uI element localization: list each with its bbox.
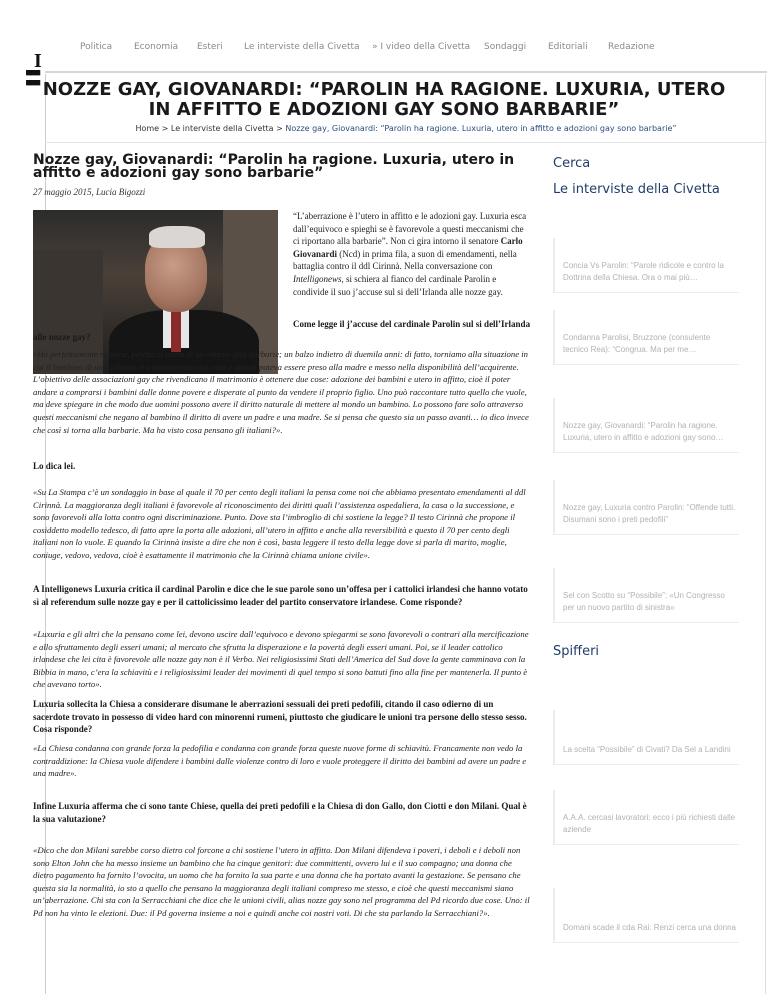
nav-item-sondaggi[interactable]: Sondaggi — [484, 42, 527, 52]
answer-5: «Dico che don Milani sarebbe corso dietro col forcone a chi sostiene l’utero in affitto. Don Milani difendeva i poveri, i deboli e i deboli non sono Elton John che ha messo insieme un bambino che ha cinque genitori: due committenti, ovvero lui e il suo compagno; una donna che dietro pagamento ha fornito l’ovocita, un uomo che ha fornito la sua parte e una donna che ha portato avanti la gestazione. Se pensano che questa sia la normalità, io sto a quello che pensano la maggioranza degli italiani compreso me stesso, e cioè che questi meccanismi siano un’aberrazione. Chi sta con la Serracchiani che dice che le unioni civili, alias nozze gay sono nel programma del Pd ricordo due cose. Uno: il Pd non ha vinto le elezioni. Due: il Pd governa insieme a noi e quindi anche coi nostri voti. Di che sta parlando la Serracchiani?». — [33, 845, 530, 918]
spifferi-item-title[interactable]: A.A.A. cercasi lavoratori: ecco i più richiesti dalle aziende — [563, 813, 736, 834]
nav-item-politica[interactable]: Politica — [80, 42, 113, 52]
question-5: Infine Luxuria afferma che ci sono tante Chiese, quella dei preti pedofili e la Chiesa di don Gallo, don Ciotti e don Milani. Qual è la sua valutazione? — [33, 801, 527, 824]
nav-item-esteri[interactable]: Esteri — [197, 42, 223, 52]
interview-item-title[interactable]: Concia Vs Parolin: “Parole ridicole e contro la Dottrina della Chiesa. Ora o mai più… — [563, 261, 724, 282]
spifferi-item[interactable] — [553, 710, 739, 765]
interview-item[interactable] — [553, 238, 739, 293]
logo-dots: ■■■ ■■■ — [26, 68, 40, 88]
intro-text-3: si schiera al fianco del cardinale Parolin e condivide il suo j’accuse sul si dell’Irlanda alle nozze gay. — [293, 273, 503, 297]
nav-item-video[interactable]: » I video della Civetta — [372, 42, 471, 52]
logo-mark: I — [34, 50, 42, 72]
interview-item[interactable] — [553, 398, 739, 453]
answer-2: «Su La Stampa c’è un sondaggio in base al quale il 70 per cento degli italiani la pensa come noi che abbiamo presentato emendamenti al ddl Cirinnà. La maggioranza degli italiani è favorevole al riconoscimento dei diritti quali l’assistenza ospedaliera, la casa o la successione, e sono favorevoli alla lotta contro ogni discriminazione. Punto. Dove sta l’imbroglio di chi sostiene la legge? Il testo Cirinnà che propone il cosiddetto modello tedesco, di fatto apre la porta alle adozioni, all’utero in affitto e anche alla reversibilità e questo il 70 per cento degli italiani non lo vuole. E quando la Cirinnà insiste a dire che non è così, basta leggere il testo della legge dove si parla di marito, moglie, coniuge, vedovo, vedova, cioè è esattamente il matrimonio che la Cirinnà chiama unione civile». — [33, 487, 526, 560]
interview-item-title[interactable]: Nozze gay, Luxuria contro Parolin: “Offende tutti. Disumani sono i preti pedofili” — [563, 503, 736, 524]
answer-1: «Ha perfettamente ragione, perché si tratta di un ritorno alla barbarie; un balzo indietro di duemila anni: di fatto, torniamo alla situazione in cui il bambino di una schiava era considerato una cosa e quindi poteva essere preso alla madre e messo nella disponibilità dell’acquirente. L’obiettivo delle associazioni gay che rivendicano il matrimonio è ottenere due cose: adozione dei bambini e utero in affitto, cioè il poter andare a comprarsi i bambini dalle donne povere e disperate al punto da vendere il proprio figlio. Uno può raccontare tutto quello che vuole, ma deve spiegare in che modo due uomini possono avere il diritto naturale di mettere al mondo un bambino. Lo possono fare solo attraverso questi meccanismi che negano al bambino il diritto di avere un padre e una madre. Se si pensa che questo sia un passo avanti… io dico invece che così si torna alla barbarie. Ma ha visto cosa pensano gli italiani?». — [33, 349, 529, 435]
interview-item[interactable] — [553, 480, 739, 535]
intro-publication: Intelligonews, — [293, 273, 344, 284]
site-logo[interactable] — [26, 36, 56, 88]
top-navigation — [0, 0, 768, 88]
interview-item[interactable] — [553, 310, 739, 365]
intro-name: Carlo Giovanardi — [293, 236, 523, 259]
question-4: Luxuria sollecita la Chiesa a considerare disumane le aberrazioni sessuali dei preti pedofili, citando il caso odierno di un sacerdote trovato in possesso di video hard con minorenni rumeni, piuttosto che giudicare le unioni tra persone dello stesso sesso. Cosa risponde? — [33, 699, 527, 735]
article-intro — [293, 210, 531, 298]
breadcrumb — [45, 124, 767, 133]
question-3: A Intelligonews Luxuria critica il cardinal Parolin e dice che le sue parole sono un’offesa per i cattolici irlandesi che hanno votato sì al referendum sulle nozze gay e per il cattolicissimo leader del partito conservatore irlandese. Come risponde? — [33, 584, 528, 607]
page-title: NOZZE GAY, GIOVANARDI: “PAROLIN HA RAGIONE. LUXURIA, UTERO IN AFFITTO E ADOZIONI GAY SONO BARBARIE” — [42, 79, 726, 120]
breadcrumb-sep-2: > — [276, 124, 283, 133]
article-title: Nozze gay, Giovanardi: “Parolin ha ragione. Luxuria, utero in affitto e adozioni gay sono barbarie” — [33, 152, 515, 181]
spifferi-item-title[interactable]: La scelta “Possibile” di Civati? Da Sel a Landini — [563, 745, 731, 754]
intro-text-2: (Ncd) in prima fila, a suon di emendamenti, nella battaglia contro il ddl Cirinnà. Nella conversazione con — [293, 248, 517, 272]
interview-item-title[interactable]: Nozze gay, Giovanardi: “Parolin ha ragione. Luxuria, utero in affitto e adozioni gay sono… — [563, 421, 724, 442]
question-2: Lo dica lei. — [33, 461, 76, 471]
breadcrumb-divider — [45, 142, 767, 143]
nav-item-interviste[interactable]: Le interviste della Civetta — [244, 42, 360, 52]
breadcrumb-section[interactable]: Le interviste della Civetta — [170, 124, 274, 133]
search-heading: Cerca — [553, 156, 591, 171]
answer-3: «Luxuria e gli altri che la pensano come lei, devono uscire dall’equivoco e devono spiegarmi se sono favorevoli o contrari alla mercificazione e allo sfruttamento degli esseri umani; al mercato che sfrutta la disperazione e la povertà degli esseri umani. Poi, se il leader cattolico irlandese che lei cita è favorevole alle nozze gay non è il Verbo. Nei religiosissimi Stati dell’America del Sud dove la gente camminava con la Bibbia in mano, c’era la schiavitù e i religiosissimi leader dei movimenti di quel tempo si sono battuti fino alla fine per mantenerla. Il punto è che avevano torto». — [33, 629, 529, 690]
right-border — [765, 74, 766, 994]
article — [33, 150, 531, 918]
nav-item-economia[interactable]: Economia — [134, 42, 179, 52]
interviews-heading: Le interviste della Civetta — [553, 182, 720, 197]
spifferi-item[interactable] — [553, 790, 739, 845]
question-1: Come legge il j’accuse del cardinale Parolin sul si dell’Irlanda alle nozze gay? — [33, 319, 531, 342]
interview-item-title[interactable]: Condanna Parolisi, Bruzzone (consulente tecnico Rea): “Congrua. Ma per me… — [563, 333, 711, 354]
spifferi-heading: Spifferi — [553, 644, 600, 659]
intro-text-1: “L’aberrazione è l’utero in affitto e le adozioni gay. Luxuria esca dall’equivoco e spieghi se è favorevole a questi meccanismi che ci riportano alla barbarie”. Non ci gira intorno il senatore — [293, 211, 527, 247]
nav-item-editoriali[interactable]: Editoriali — [548, 42, 588, 52]
spifferi-item-title[interactable]: Domani scade il cda Rai: Renzi cerca una donna — [563, 923, 736, 932]
header-divider — [45, 71, 767, 73]
interview-item-title[interactable]: Sel con Scotto su “Possibile”: «Un Congresso per un nuovo partito di sinistra» — [563, 591, 725, 612]
breadcrumb-home[interactable]: Home — [135, 124, 160, 133]
nav-item-redazione[interactable]: Redazione — [608, 42, 655, 52]
article-meta: 27 maggio 2015, Lucia Bigozzi — [33, 187, 146, 197]
breadcrumb-sep-1: > — [161, 124, 169, 133]
spifferi-item[interactable] — [553, 888, 739, 943]
interview-item[interactable] — [553, 568, 739, 623]
answer-4: «La Chiesa condanna con grande forza la pedofilia e condanna con grande forza queste nuove forme di schiavitù. Francamente non vedo la contraddizione: la Chiesa vuole difendere i bambini dalle violenze contro di loro e vuole proteggere il diritto dei bambini ad avere un padre e una madre». — [33, 743, 527, 779]
breadcrumb-current: Nozze gay, Giovanardi: “Parolin ha ragione. Luxuria, utero in affitto e adozioni gay sono barbarie” — [285, 124, 677, 133]
